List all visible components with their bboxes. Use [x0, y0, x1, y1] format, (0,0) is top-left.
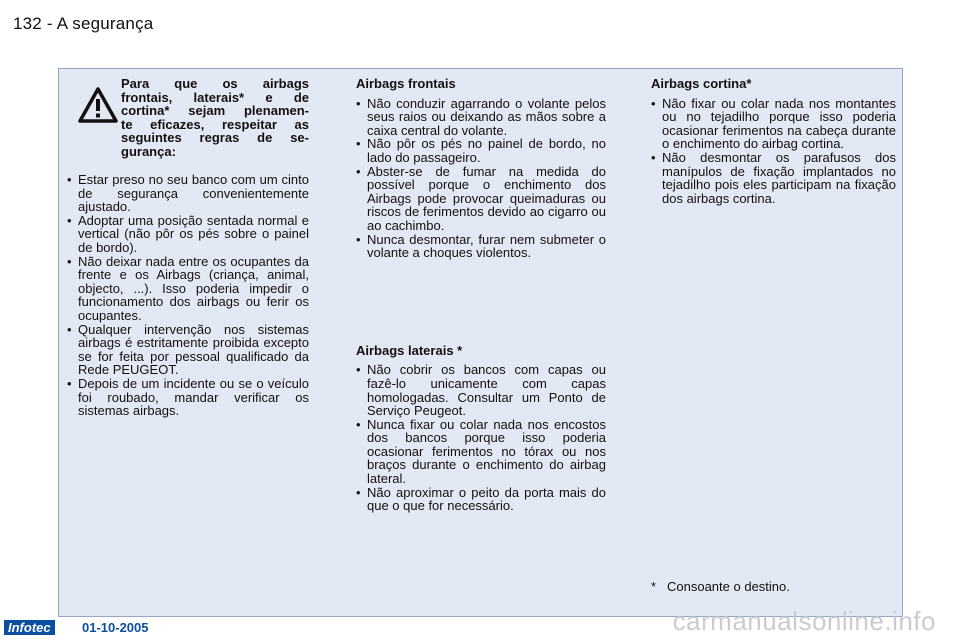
list-item: • Não cobrir os bancos com capas ou fazê-lo unicamente com capas homologadas. Consultar um Ponto de Serviço Peugeot. [356, 363, 606, 417]
side-airbags-list [356, 363, 606, 513]
curtain-airbags-column [651, 77, 896, 205]
list-item: • Não pôr os pés no painel de bordo, no lado do passageiro. [356, 137, 606, 164]
safety-panel [58, 68, 903, 617]
warning-block [67, 77, 309, 173]
warning-line: frontais, laterais* e de [121, 89, 309, 105]
front-airbags-list [356, 97, 606, 260]
page-title: 132 - A segurança [13, 14, 154, 33]
general-rules-column [67, 77, 309, 418]
list-item: • Nunca fixar ou colar nada nos encostos dos bancos porque isso poderia ocasionar ferimentos no tórax ou nos braços durante o enchimento do airbag lateral. [356, 418, 606, 486]
list-item: • Não desmontar os parafusos dos manípulos de fixação implantados no tejadilho pois eles participam na fixação dos airbags cortina. [651, 151, 896, 205]
list-item: • Abster-se de fumar na medida do possível porque o enchimento dos Airbags pode provocar queimaduras ou riscos de ferimentos devido ao cigarro ou ao cachimbo. [356, 165, 606, 233]
list-item: • Depois de um incidente ou se o veículo foi roubado, mandar verificar os sistemas airbags. [67, 377, 309, 418]
list-item: • Não deixar nada entre os ocupantes da frente e os Airbags (criança, animal, objecto, ...). Isso poderia impedir o funcionamento dos airbags ou ferir os ocupantes. [67, 255, 309, 323]
curtain-airbags-heading: Airbags cortina* [651, 76, 752, 91]
list-item: • Nunca desmontar, furar nem submeter o volante a choques violentos. [356, 233, 606, 260]
warning-text [121, 77, 309, 159]
general-rules-list [67, 173, 309, 418]
curtain-airbags-list [651, 97, 896, 206]
front-airbags-heading: Airbags frontais [356, 76, 456, 91]
list-item: • Qualquer intervenção nos sistemas airbags é estritamente proibida excepto se for feita por pessoal qualificado da Rede PEUGEOT. [67, 323, 309, 377]
warning-line: te eficazes, respeitar as [121, 116, 309, 132]
warning-line: Para que os airbags [121, 76, 309, 91]
list-item: • Não fixar ou colar nada nos montantes ou no tejadilho porque isso poderia ocasionar ferimentos na cabeça durante o enchimento do airbag cortina. [651, 97, 896, 151]
list-item: • Não aproximar o peito da porta mais do que o que for necessário. [356, 486, 606, 513]
footer-date: 01-10-2005 [82, 620, 149, 635]
warning-line: gurança: [121, 143, 176, 159]
warning-line: cortina* sejam plenamen- [121, 103, 309, 119]
infotec-logo: Infotec [4, 620, 55, 635]
watermark: carmanualsonline.info [672, 606, 936, 636]
list-item: • Estar preso no seu banco com um cinto de segurança convenientemente ajustado. [67, 173, 309, 214]
footnote-star: * [651, 579, 657, 594]
list-item: • Não conduzir agarrando o volante pelos seus raios ou deixando as mãos sobre a caixa central do volante. [356, 97, 606, 138]
side-airbags-heading: Airbags laterais * [356, 342, 463, 358]
front-side-airbags-column [356, 77, 606, 513]
footnote-text: Consoante o destino. [667, 579, 790, 594]
warning-triangle-icon [77, 86, 119, 124]
warning-line: seguintes regras de se- [121, 130, 309, 146]
footnote [651, 579, 790, 594]
list-item: • Adoptar uma posição sentada normal e vertical (não pôr os pés sobre o painel de bordo). [67, 214, 309, 255]
